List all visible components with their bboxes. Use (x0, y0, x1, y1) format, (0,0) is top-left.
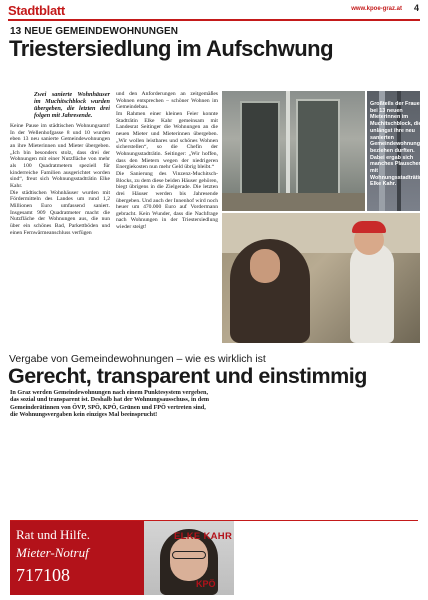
article1-column-1: Keine Pause im städtischen Wohnungsamt! In der Wellenhofgasse 8 und 10 wurden eben 13 neu sanierte Gemeindewohnungen an ihre Mieterinnen und Mieter übergeben. „Ich bin besonders stolz, dass drei der Wohnungen mit einer Nutzfläche von mehr als 100 Quadratmetern speziell für kinderreiche Familien ausgerichtet worden sind“, freut sich Wohnungsstadträtin Elke Kahr. Die städtischen Wohnhäuser wurden mit Fördermitteln des Landes um rund 1,2 Millionen Euro umfassend saniert. Insgesamt 909 Quadratmeter macht die Nutzfläche der Wohnungen aus, die nun über ein schönes Bad, Parkettböden und einen Fernwärmeanschluss verfügen (10, 123, 110, 236)
portrait-glasses (172, 551, 206, 559)
page-number: 4 (413, 3, 419, 13)
article1-headline: Triestersiedlung im Aufschwung (9, 36, 334, 61)
photo-floor (222, 193, 365, 211)
header-divider (8, 19, 420, 21)
photo-door-left (240, 101, 280, 201)
article1-photo-family (222, 213, 420, 343)
photo-woman-face (250, 249, 280, 283)
ad-name: ELKE KAHR (174, 531, 233, 542)
article1-kicker: 13 NEUE GEMEINDEWOHNUNGEN (10, 26, 179, 37)
ad-phone-number: 717108 (16, 565, 70, 585)
article1-column-2: und den Anforderungen an zeitgemäßes Wohnen entsprechen – schöner Wohnen im Gemeindebau. Im Rahmen einer kleinen Feier konnte Stadträtin Elke Kahr gemeinsam mit Landesrat Seitinger die Wohnungen an die neuen Mieter und Mieterinnen übergeben. „Wir wollen leistbares und schönes Wohnen sicherstellen“, so die Chefin der Wohnungsstadträtin. Seitinger: „Wir hoffen, dass den Mietern wegen der niedrigeren Energiekosten nun mehr Geld übrig bleibt.“ Die Sanierung des Vinzenz-Muchitsch-Blocks, zu dem diese beiden Häuser gehören, biegt übrigens in die Zielgerade. Die letzten drei Häuser werden bis Jahresende übergeben. Und auch der Innenhof wird noch heuer um 470.000 Euro auf Vordermann gebracht. Kein Wunder, dass die Nachfrage nach Wohnungen in der Triestersiedlung wieder steigt! (116, 91, 218, 231)
website-link[interactable]: www.kpoe-graz.at (351, 6, 402, 12)
article2-lead: In Graz werden Gemeindewohnungen nach einem Punktesystem vergeben, das sozial und transparent ist. Deshalb hat der Wohnungsausschuss, in dem Gemeinderätinnen von ÖVP, SPÖ, KPÖ, Grünen und FPÖ vertreten sind, die Wohnungsvergaben kein einziges Mal beeinsprucht! (10, 389, 210, 418)
mieter-notruf-ad[interactable] (10, 520, 418, 594)
ad-party-logo: KPÖ (196, 579, 216, 589)
article1-photo-caption: Großteils der Frauen bei 13 neuen Mieterinnen im Muchitschblock, die unlängst ihre neu sanierten Gemeindewohnungen beziehen durften. Dabei ergab sich manches Plauscherl mit Wohnungsstadträtin Elke Kahr. (370, 101, 427, 188)
article2-headline: Gerecht, transparent und einstimmig (8, 364, 367, 388)
photo-door-right (296, 99, 340, 203)
article1-photo-building (222, 91, 365, 211)
ad-line-1: Rat und Hilfe. (16, 527, 91, 542)
ad-line-2: Mieter-Notruf (16, 545, 89, 560)
portrait-face (170, 537, 208, 581)
masthead-title: Stadtblatt (8, 3, 65, 18)
photo-child (350, 243, 394, 343)
photo-child-cap (352, 221, 386, 233)
ad-red-panel (10, 521, 144, 595)
article2-kicker: Vergabe von Gemeindewohnungen – wie es wirklich ist (9, 353, 266, 365)
article1-intro: Zwei sanierte Wohnhäuser im Muchitschblock wurden übergeben, die letzten drei folgen mit Jahresende. (34, 91, 110, 119)
page-header (0, 0, 428, 22)
